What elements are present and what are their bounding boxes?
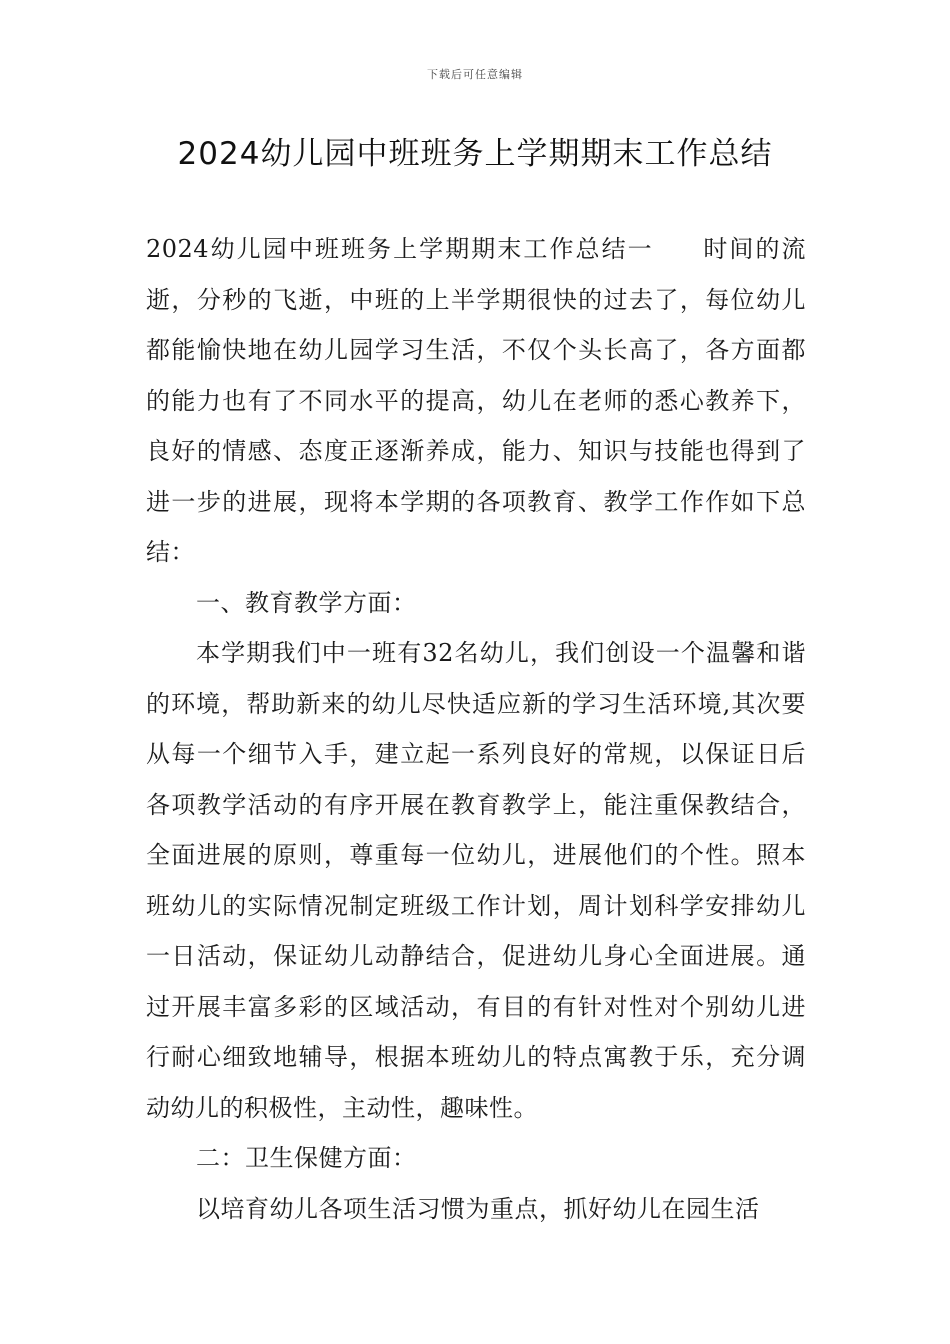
intro-paragraph [146, 224, 806, 578]
intro-text: 时间的流逝，分秒的飞逝，中班的上半学期很快的过去了，每位幼儿都能愉快地在幼儿园学习生活，不仅个头长高了，各方面都的能力也有了不同水平的提高，幼儿在老师的悉心教养下，良好的情感、态度正逐渐养成，能力、知识与技能也得到了进一步的进展，现将本学期的各项教育、教学工作作如下总结： [146, 235, 807, 566]
intro-lead: 2024幼儿园中班班务上学期期末工作总结一 [146, 235, 654, 263]
header-note: 下载后可任意编辑 [427, 68, 523, 81]
section-heading-health: 二：卫生保健方面： [196, 1144, 417, 1172]
section-paragraph-health: 以培育幼儿各项生活习惯为重点，抓好幼儿在园生活 [196, 1194, 760, 1223]
section-paragraph-education: 本学期我们中一班有32名幼儿，我们创设一个温馨和谐的环境，帮助新来的幼儿尽快适应新的学习生活环境,其次要从每一个细节入手，建立起一系列良好的常规，以保证日后各项教学活动的有序开展在教育教学上，能注重保教结合，全面进展的原则，尊重每一位幼儿，进展他们的个性。照本班幼儿的实际情况制定班级工作计划，周计划科学安排幼儿一日活动，保证幼儿动静结合，促进幼儿身心全面进展。通过开展丰富多彩的区域活动，有目的有针对性对个别幼儿进行耐心细致地辅导，根据本班幼儿的特点寓教于乐，充分调动幼儿的积极性，主动性，趣味性。 [146, 639, 806, 1122]
section-heading-education: 一、教育教学方面： [196, 588, 417, 617]
document-title: 2024幼儿园中班班务上学期期末工作总结 [177, 136, 773, 172]
document-body [146, 224, 806, 1234]
